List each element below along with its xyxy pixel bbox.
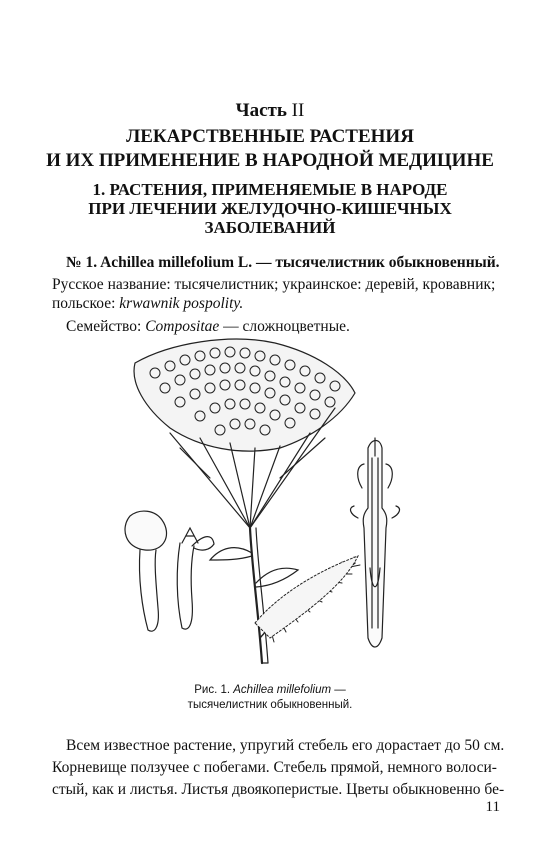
body-line-2: Корневище ползучее с побегами. Стебель прямой, немного волоси- xyxy=(52,759,497,776)
stem-leaf xyxy=(210,548,252,560)
main-title-line-1: ЛЕКАРСТВЕННЫЕ РАСТЕНИЯ xyxy=(126,126,414,147)
family-prefix: Семейство: xyxy=(66,318,146,335)
family-suffix: — сложноцветные. xyxy=(219,318,350,335)
figure-caption-line-1 xyxy=(0,682,540,698)
chapter-title-line-3: ЗАБОЛЕВАНИЙ xyxy=(204,218,336,237)
names-line-2 xyxy=(52,293,500,314)
names-line-2-prefix: польское: xyxy=(52,295,120,312)
polish-name: krwawnik pospolity. xyxy=(119,295,244,312)
names-line-1: Русское название: тысячелистник; украинское: деревій, кровавник; xyxy=(52,276,496,293)
caption-latin-name: Achillea millefolium xyxy=(233,684,332,696)
floret-section xyxy=(351,438,400,647)
family-line xyxy=(66,316,514,337)
family-latin-name: Compositae xyxy=(145,318,220,335)
main-stem xyxy=(250,528,262,663)
part-label xyxy=(0,100,540,122)
figure-caption-line-2: тысячелистник обыкновенный. xyxy=(187,699,353,711)
detail-florets xyxy=(125,511,214,631)
chapter-title-line-2: ПРИ ЛЕЧЕНИИ ЖЕЛУДОЧНО-КИШЕЧНЫХ xyxy=(88,199,452,218)
caption-dash: — xyxy=(331,684,346,696)
body-line-3: стый, как и листья. Листья двоякоперистые. Цветы обыкновенно бе- xyxy=(52,781,505,798)
stem-leaf xyxy=(256,568,298,587)
flower-cluster xyxy=(134,339,355,451)
pinnate-leaf xyxy=(255,556,360,642)
part-numeral: II xyxy=(291,100,305,121)
caption-prefix: Рис. 1. xyxy=(194,684,234,696)
chapter-title-line-1: 1. РАСТЕНИЯ, ПРИМЕНЯЕМЫЕ В НАРОДЕ xyxy=(92,180,448,199)
body-line-1: Всем известное растение, упругий стебель его дорастает до 50 см. xyxy=(66,737,505,754)
achillea-illustration xyxy=(110,338,430,668)
part-word: Часть xyxy=(235,100,287,121)
page-number: 11 xyxy=(485,799,500,815)
entry-heading: № 1. Achillea millefolium L. — тысячелистник обыкновенный. xyxy=(66,254,500,271)
main-title-line-2: И ИХ ПРИМЕНЕНИЕ В НАРОДНОЙ МЕДИЦИНЕ xyxy=(46,150,494,171)
